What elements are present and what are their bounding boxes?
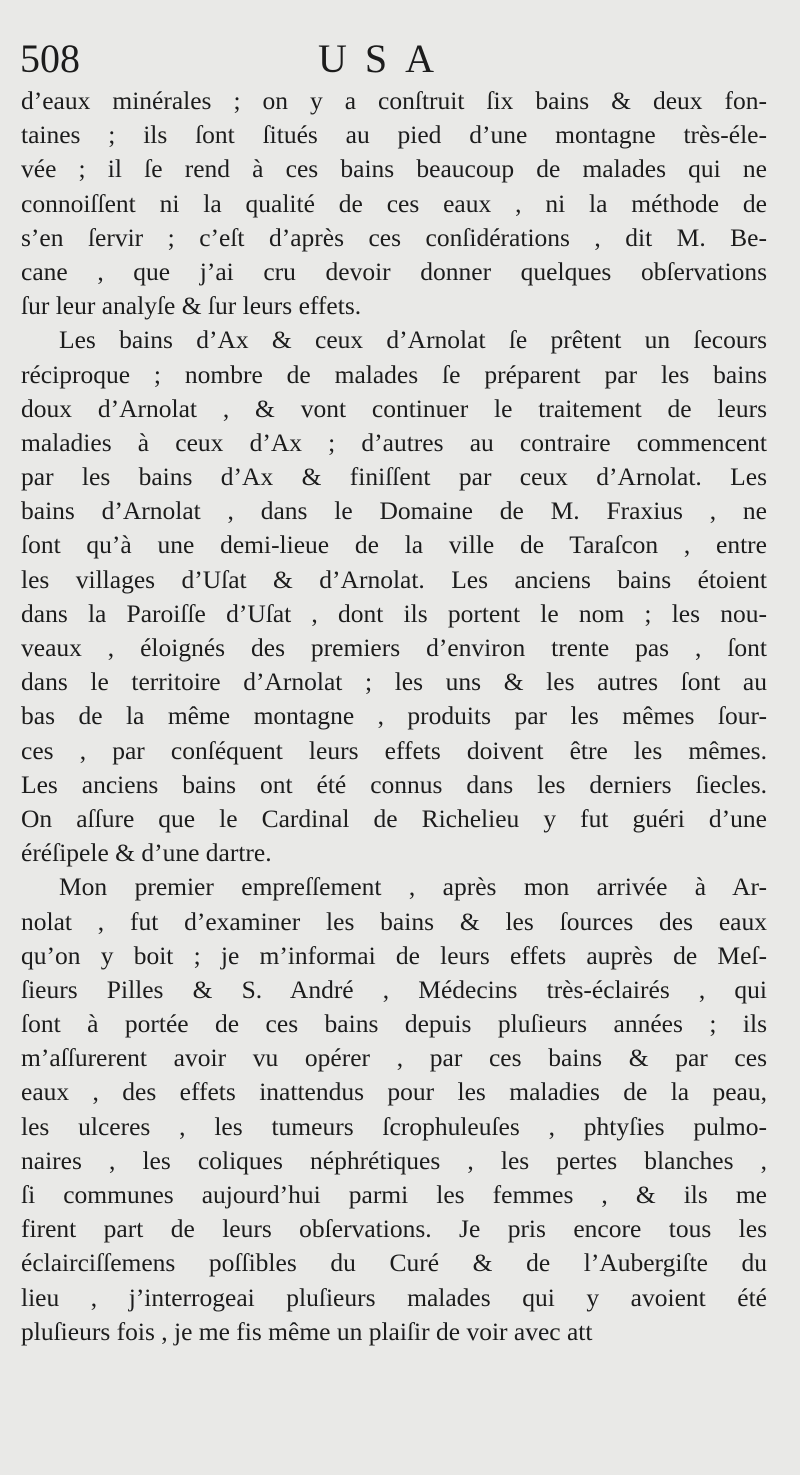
text-line: Mon premier empreſſement , après mon arrivée à Ar- — [59, 872, 767, 902]
text-line: eaux , des effets inattendus pour les maladies de la peau, — [21, 1077, 767, 1107]
text-line: éclairciſſemens poſſibles du Curé & de l’Aubergiſte du — [21, 1248, 767, 1278]
text-line: ſont qu’à une demi-lieue de la ville de Taraſcon , entre — [21, 530, 767, 560]
text-line: nolat , fut d’examiner les bains & les ſources des eaux — [21, 906, 767, 936]
text-line: bas de la même montagne , produits par les mêmes ſour- — [21, 701, 767, 731]
text-line: ſur leur analyſe & ſur leurs effets. — [21, 291, 362, 321]
text-line: firent part de leurs obſervations. Je pris encore tous les — [21, 1214, 767, 1244]
text-line: éréſipele & d’une dartre. — [21, 838, 272, 868]
text-line: vée ; il ſe rend à ces bains beaucoup de malades qui ne — [21, 154, 767, 184]
text-line: taines ; ils ſont ſitués au pied d’une montagne très-éle- — [21, 120, 767, 150]
text-line: d’eaux minérales ; on y a conſtruit ſix bains & deux fon- — [21, 86, 767, 115]
text-line: m’aſſurerent avoir vu opérer , par ces bains & par ces — [21, 1043, 767, 1073]
text-line: doux d’Arnolat , & vont continuer le traitement de leurs — [21, 393, 767, 423]
body-text — [21, 84, 767, 1349]
text-line: les villages d’Uſat & d’Arnolat. Les anciens bains étoient — [21, 564, 767, 594]
text-line: bains d’Arnolat , dans le Domaine de M. Fraxius , ne — [21, 496, 767, 526]
text-line: s’en ſervir ; c’eſt d’après ces conſidérations , dit M. Be- — [21, 222, 767, 252]
text-line: On aſſure que le Cardinal de Richelieu y fut guéri d’une — [21, 803, 767, 833]
text-line: connoiſſent ni la qualité de ces eaux , ni la méthode de — [21, 188, 767, 218]
page-header — [0, 34, 800, 84]
text-line: veaux , éloignés des premiers d’environ trente pas , ſont — [21, 633, 767, 662]
text-line: Les anciens bains ont été connus dans les derniers ſiecles. — [21, 769, 767, 799]
paragraph — [21, 84, 767, 323]
text-line: qu’on y boit ; je m’informai de leurs effets auprès de Meſ- — [21, 940, 767, 970]
text-line: ſont à portée de ces bains depuis pluſieurs années ; ils — [21, 1009, 767, 1039]
text-line: naires , les coliques néphrétiques , les pertes blanches , — [21, 1145, 767, 1175]
text-line: dans le territoire d’Arnolat ; les uns & les autres ſont au — [21, 667, 767, 697]
text-line: lieu , j’interrogeai pluſieurs malades qui y avoient été — [21, 1282, 767, 1312]
paragraph — [21, 323, 767, 870]
page-number: 508 — [20, 36, 80, 81]
text-line: dans la Paroiſſe d’Uſat , dont ils portent le nom ; les nou- — [21, 598, 767, 628]
text-line: par les bains d’Ax & finiſſent par ceux d’Arnolat. Les — [21, 462, 767, 492]
text-line: ſieurs Pilles & S. André , Médecins très-éclairés , qui — [21, 974, 767, 1004]
text-line: maladies à ceux d’Ax ; d’autres au contraire commencent — [21, 427, 767, 457]
paragraph — [21, 870, 767, 1349]
running-head: USA — [317, 36, 453, 81]
text-line: ces , par conſéquent leurs effets doivent être les mêmes. — [21, 735, 767, 765]
text-line: les ulceres , les tumeurs ſcrophuleuſes , phtyſies pulmo- — [21, 1111, 767, 1141]
text-line: réciproque ; nombre de malades ſe préparent par les bains — [21, 359, 767, 389]
text-line: pluſieurs fois , je me fis même un plaiſir de voir avec att — [21, 1316, 593, 1346]
text-line: cane , que j’ai cru devoir donner quelques obſervations — [21, 256, 767, 286]
text-line: ſi communes aujourd’hui parmi les femmes , & ils me — [21, 1180, 767, 1209]
text-line: Les bains d’Ax & ceux d’Arnolat ſe prêtent un ſecours — [59, 325, 767, 355]
